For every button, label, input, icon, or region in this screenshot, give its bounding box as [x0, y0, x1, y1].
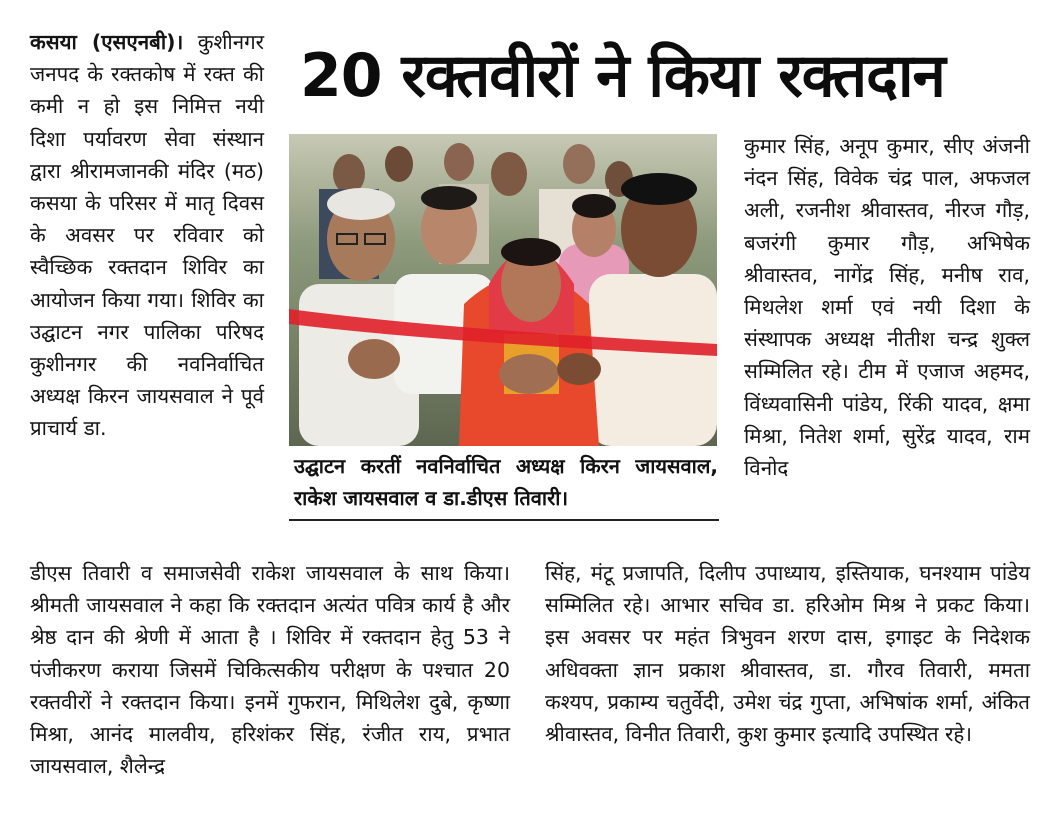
article-column-bottom-right: [545, 557, 1030, 750]
caption-divider: [289, 519, 719, 521]
headline: 20 रक्तवीरों ने किया रक्तदान: [300, 41, 945, 111]
news-photo: [289, 134, 717, 446]
body-text-bottom-left: डीएस तिवारी व समाजसेवी राकेश जायसवाल के साथ किया।श्रीमती जायसवाल ने कहा कि रक्तदान अत्यंत पवित्र कार्य है और श्रेष्ठ दान की श्रेणी में आता है । शिविर में रक्तदान हेतु 53 ने पंजीकरण कराया जिसमें चिकित्सकीय परीक्षण के पश्चात 20 रक्तवीरों ने रक्तदान किया। इनमें गुफरान, मिथिलेश दुबे, कृष्णा मिश्रा, आनंद मालवीय, हरिशंकर सिंह, रंजीत राय, प्रभात जायसवाल, शैलेन्द्र: [30, 561, 510, 779]
dateline: कसया (एसएनबी)।: [30, 30, 184, 54]
article-column-bottom-left: [30, 557, 510, 782]
body-text-left: कुशीनगर जनपद के रक्तकोष में रक्त की कमी न हो इस निमित्त नयी दिशा पर्यावरण सेवा संस्थान द्वारा श्रीरामजानकी मंदिर (मठ) कसया के परिसर में मातृ दिवस के अवसर पर रविवार को स्वैच्छिक रक्तदान शिविर का आयोजन किया गया। शिविर का उद्घाटन नगर पालिका परिषद कुशीनगर की नवनिर्वाचित अध्यक्ष किरन जायसवाल ने पूर्व प्राचार्य डा.: [30, 30, 264, 441]
body-text-right: कुमार सिंह, अनूप कुमार, सीए अंजनी नंदन सिंह, विवेक चंद्र पाल, अफजल अली, रजनीश श्रीवास्तव, नीरज गौड़, बजरंगी कुमार गौड़, अभिषेक श्रीवास्तव, नागेंद्र सिंह, मनीष राव, मिथलेश शर्मा एवं नयी दिशा के संस्थापक अध्यक्ष नीतीश चन्द्र शुक्ल सम्मिलित रहे। टीम में एजाज अहमद, विंध्यवासिनी पांडेय, रिंकी यादव, क्षमा मिश्रा, नितेश शर्मा, सुरेंद्र यादव, राम विनोद: [744, 134, 1030, 481]
photo-caption: उद्घाटन करतीं नवनिर्वाचित अध्यक्ष किरन जायसवाल, राकेश जायसवाल व डा.डीएस तिवारी।: [294, 454, 718, 510]
article-column-left: [30, 26, 264, 445]
article-column-right: [744, 130, 1030, 484]
body-text-bottom-right: सिंह, मंटू प्रजापति, दिलीप उपाध्याय, इस्तियाक, घनश्याम पांडेय सम्मिलित रहे। आभार सचिव डा. हरिओम मिश्र ने प्रकट किया। इस अवसर पर महंत त्रिभुवन शरण दास, इगाइट के निदेशक अधिवक्ता ज्ञान प्रकाश श्रीवास्तव, डा. गौरव तिवारी, ममता कश्यप, प्रकाम्य चतुर्वेदी, उमेश चंद्र गुप्ता, अभिषांक शर्मा, अंकित श्रीवास्तव, विनीत तिवारी, कुश कुमार इत्यादि उपस्थित रहे।: [545, 561, 1030, 747]
